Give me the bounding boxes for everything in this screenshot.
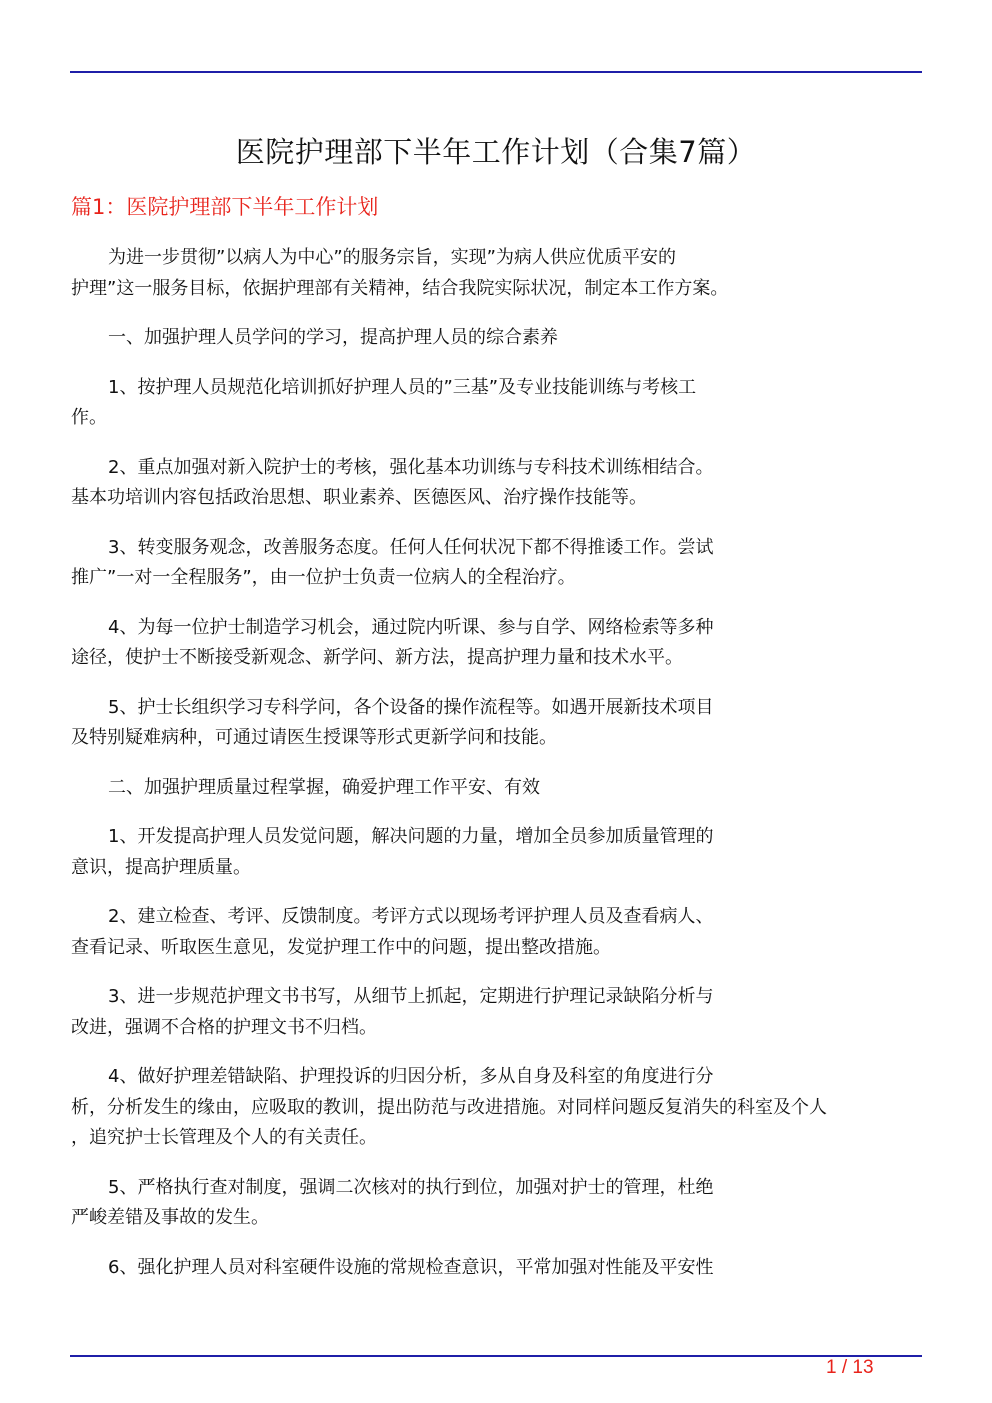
paragraph-line: 2、建立检查、考评、反馈制度。考评方式以现场考评护理人员及查看病人、 xyxy=(108,906,714,927)
paragraph-line: 为进一步贯彻”以病人为中心”的服务宗旨，实现”为病人供应优质平安的 xyxy=(108,247,676,268)
paragraph xyxy=(71,453,931,514)
paragraph xyxy=(71,613,931,674)
footer-rule xyxy=(70,1355,922,1357)
paragraph xyxy=(71,902,931,963)
paragraph-line: 基本功培训内容包括政治思想、职业素养、医德医风、治疗操作技能等。 xyxy=(71,487,647,508)
paragraph-line: 二、加强护理质量过程掌握，确爱护理工作平安、有效 xyxy=(108,776,540,798)
paragraph-line: 推广”一对一全程服务”，由一位护士负责一位病人的全程治疗。 xyxy=(71,567,576,588)
page-number: 1 / 13 xyxy=(826,1357,874,1378)
paragraph-line: 4、做好护理差错缺陷、护理投诉的归因分析，多从自身及科室的角度进行分 xyxy=(108,1066,714,1087)
paragraph xyxy=(71,1173,931,1234)
paragraph xyxy=(71,1062,931,1154)
paragraph-line: 护理”这一服务目标，依据护理部有关精神，结合我院实际状况，制定本工作方案。 xyxy=(71,277,729,299)
paragraph-line: 意识，提高护理质量。 xyxy=(71,856,251,878)
paragraph-line: 4、为每一位护士制造学习机会，通过院内听课、参与自学、网络检索等多种 xyxy=(108,616,714,638)
paragraph xyxy=(71,1253,931,1284)
paragraph xyxy=(71,693,931,754)
paragraph-line: 改进，强调不合格的护理文书不归档。 xyxy=(71,1016,377,1038)
paragraph xyxy=(71,982,931,1043)
paragraph xyxy=(71,243,931,304)
paragraph-line: 5、护士长组织学习专科学问，各个设备的操作流程等。如遇开展新技术项目 xyxy=(108,696,714,718)
paragraph-line: 3、进一步规范护理文书书写，从细节上抓起，定期进行护理记录缺陷分析与 xyxy=(108,986,714,1007)
paragraph-line: 2、重点加强对新入院护士的考核，强化基本功训练与专科技术训练相结合。 xyxy=(108,456,714,478)
paragraph-line: ，追究护士长管理及个人的有关责任。 xyxy=(71,1127,377,1148)
paragraph-line: 5、严格执行查对制度，强调二次核对的执行到位，加强对护士的管理，杜绝 xyxy=(108,1176,714,1198)
document-body xyxy=(71,243,931,1302)
paragraph-line: 途径，使护士不断接受新观念、新学问、新方法，提高护理力量和技术水平。 xyxy=(71,647,683,668)
paragraph xyxy=(71,822,931,883)
paragraph xyxy=(71,323,931,354)
paragraph-line: 3、转变服务观念，改善服务态度。任何人任何状况下都不得推诿工作。尝试 xyxy=(108,536,714,558)
paragraph-line: 严峻差错及事故的发生。 xyxy=(71,1207,269,1228)
paragraph-line: 作。 xyxy=(71,407,107,428)
paragraph-line: 1、开发提高护理人员发觉问题，解决问题的力量，增加全员参加质量管理的 xyxy=(108,826,714,847)
paragraph-line: 1、按护理人员规范化培训抓好护理人员的”三基”及专业技能训练与考核工 xyxy=(108,376,697,398)
document-title: 医院护理部下半年工作计划（合集7篇） xyxy=(235,135,757,169)
paragraph-line: 及特别疑难病种，可通过请医生授课等形式更新学问和技能。 xyxy=(71,727,557,748)
paragraph-line: 6、强化护理人员对科室硬件设施的常规检查意识，平常加强对性能及平安性 xyxy=(108,1256,714,1278)
paragraph-line: 析，分析发生的缘由，应吸取的教训，提出防范与改进措施。对同样问题反复消失的科室及个人 xyxy=(71,1096,827,1118)
paragraph xyxy=(71,773,931,804)
paragraph xyxy=(71,373,931,434)
header-rule xyxy=(70,71,922,73)
paragraph-line: 查看记录、听取医生意见，发觉护理工作中的问题，提出整改措施。 xyxy=(71,936,611,958)
paragraph xyxy=(71,533,931,594)
section-heading: 篇1：医院护理部下半年工作计划 xyxy=(71,195,379,219)
paragraph-line: 一、加强护理人员学问的学习，提高护理人员的综合素养 xyxy=(108,327,558,348)
